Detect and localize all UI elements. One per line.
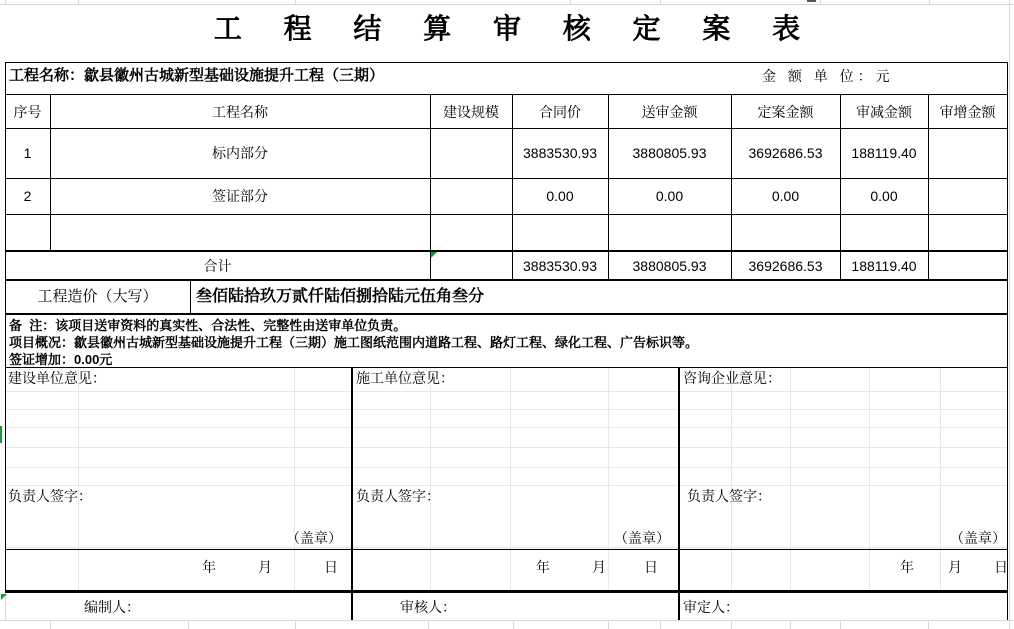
col-header-final: 定案金额 bbox=[757, 103, 814, 120]
date-year: 年 bbox=[202, 559, 216, 575]
gridline bbox=[513, 621, 514, 629]
border-line bbox=[5, 549, 1008, 550]
cell-contract: 3883530.93 bbox=[523, 145, 597, 161]
total-reduced: 188119.40 bbox=[851, 257, 917, 274]
gridline bbox=[78, 368, 79, 590]
remark-note: 备 注：该项目送审资料的真实性、合法性、完整性由送审单位负责。 bbox=[9, 318, 407, 333]
cell-final: 3692686.53 bbox=[748, 145, 823, 161]
gridline bbox=[6, 427, 1007, 428]
gridline bbox=[790, 621, 791, 629]
screen-artifact bbox=[807, 0, 816, 2]
gridline bbox=[6, 409, 1007, 410]
opinion-title-contractor: 施工单位意见： bbox=[356, 370, 454, 386]
cell-name: 标内部分 bbox=[212, 145, 268, 161]
border-line bbox=[5, 313, 1008, 315]
cell-submitted: 0.00 bbox=[655, 188, 684, 204]
gridline bbox=[5, 0, 6, 4]
gridline bbox=[6, 467, 1007, 468]
project-name-label: 工程名称：歙县徽州古城新型基础设施提升工程（三期） bbox=[9, 67, 385, 84]
gridline bbox=[731, 621, 732, 629]
col-header-seq: 序号 bbox=[13, 103, 42, 120]
footer-approver: 审定人： bbox=[683, 599, 739, 615]
gridline bbox=[6, 485, 1007, 486]
col-header-submitted: 送审金额 bbox=[641, 103, 698, 120]
date-day: 日 bbox=[994, 559, 1008, 575]
cell-contract: 0.00 bbox=[546, 188, 574, 204]
gridline bbox=[6, 447, 1007, 448]
cell-reduced: 188119.40 bbox=[851, 145, 917, 161]
gridline bbox=[660, 0, 661, 4]
gridline bbox=[0, 620, 1014, 621]
amount-words-label: 工程造价（大写） bbox=[37, 288, 158, 305]
gridline bbox=[570, 0, 571, 4]
date-month: 月 bbox=[948, 559, 962, 575]
gridline bbox=[608, 368, 609, 590]
gridline bbox=[660, 621, 661, 629]
gridline bbox=[929, 0, 930, 4]
gridline bbox=[188, 621, 189, 629]
date-day: 日 bbox=[644, 559, 658, 575]
gridline bbox=[6, 547, 1007, 548]
remark-visa-increase: 签证增加：0.00元 bbox=[9, 352, 113, 367]
gridline bbox=[78, 0, 79, 4]
form-title: 工 程 结 算 审 核 定 案 表 bbox=[213, 13, 818, 44]
gridline bbox=[510, 368, 511, 590]
col-header-name: 工程名称 bbox=[212, 103, 268, 120]
date-year: 年 bbox=[900, 559, 914, 575]
date-month: 月 bbox=[592, 559, 606, 575]
signer-label: 负责人签字： bbox=[356, 488, 440, 504]
date-year: 年 bbox=[536, 559, 550, 575]
amount-words-value: 叁佰陆拾玖万贰仟陆佰捌拾陆元伍角叁分 bbox=[196, 287, 485, 305]
total-label: 合计 bbox=[203, 257, 232, 274]
gridline bbox=[294, 368, 295, 590]
signer-label: 负责人签字： bbox=[687, 488, 771, 504]
total-final: 3692686.53 bbox=[748, 257, 823, 274]
col-header-contract: 合同价 bbox=[539, 103, 581, 120]
opinion-title-construction: 建设单位意见： bbox=[8, 370, 106, 386]
footer-preparer: 编制人： bbox=[84, 599, 140, 615]
gridline bbox=[820, 0, 821, 4]
border-line bbox=[5, 62, 1008, 63]
gridline bbox=[1009, 0, 1010, 629]
remark-overview: 项目概况：歙县徽州古城新型基础设施提升工程（三期）施工图纸范围内道路工程、路灯工程、绿化工程、广告标识等。 bbox=[9, 335, 699, 350]
total-contract: 3883530.93 bbox=[523, 257, 597, 274]
cell-selection-mark bbox=[0, 426, 2, 443]
gridline bbox=[430, 368, 431, 590]
opinion-title-consultant: 咨询企业意见： bbox=[683, 370, 781, 386]
border-line bbox=[5, 367, 1008, 368]
cell-final: 0.00 bbox=[771, 188, 800, 204]
gridline bbox=[295, 0, 296, 4]
cell-submitted: 3880805.93 bbox=[632, 145, 707, 161]
gridline bbox=[869, 368, 870, 590]
border-line bbox=[351, 367, 353, 620]
border-line bbox=[5, 590, 1008, 593]
col-header-scale: 建设规模 bbox=[443, 103, 499, 120]
gridline bbox=[6, 391, 1007, 392]
amount-unit-label: 金 额 单 位：元 bbox=[762, 68, 894, 84]
col-header-reduced: 审减金额 bbox=[856, 103, 912, 120]
gridline bbox=[731, 368, 732, 590]
gridline bbox=[608, 621, 609, 629]
seal-label: （盖章） bbox=[286, 530, 342, 546]
gridline bbox=[940, 368, 941, 590]
cell-error-indicator bbox=[1, 594, 7, 600]
cell-seq: 2 bbox=[23, 188, 32, 204]
cell-error-indicator bbox=[431, 252, 437, 258]
gridline bbox=[50, 621, 51, 629]
date-day: 日 bbox=[324, 559, 338, 575]
gridline bbox=[0, 4, 1014, 5]
date-month: 月 bbox=[258, 559, 272, 575]
gridline bbox=[790, 368, 791, 590]
border-line bbox=[5, 214, 1008, 215]
seal-label: （盖章） bbox=[950, 530, 1006, 546]
seal-label: （盖章） bbox=[614, 530, 670, 546]
border-line bbox=[678, 367, 680, 620]
cell-name: 签证部分 bbox=[212, 188, 268, 204]
footer-reviewer: 审核人： bbox=[400, 599, 456, 615]
cell-seq: 1 bbox=[23, 145, 32, 161]
signer-label: 负责人签字： bbox=[8, 488, 92, 504]
cell-reduced: 0.00 bbox=[870, 188, 898, 204]
gridline bbox=[840, 621, 841, 629]
total-submitted: 3880805.93 bbox=[632, 257, 707, 274]
gridline bbox=[428, 621, 429, 629]
gridline bbox=[295, 621, 296, 629]
col-header-increased: 审增金额 bbox=[939, 103, 996, 120]
border-line bbox=[1007, 62, 1008, 620]
gridline bbox=[928, 621, 929, 629]
